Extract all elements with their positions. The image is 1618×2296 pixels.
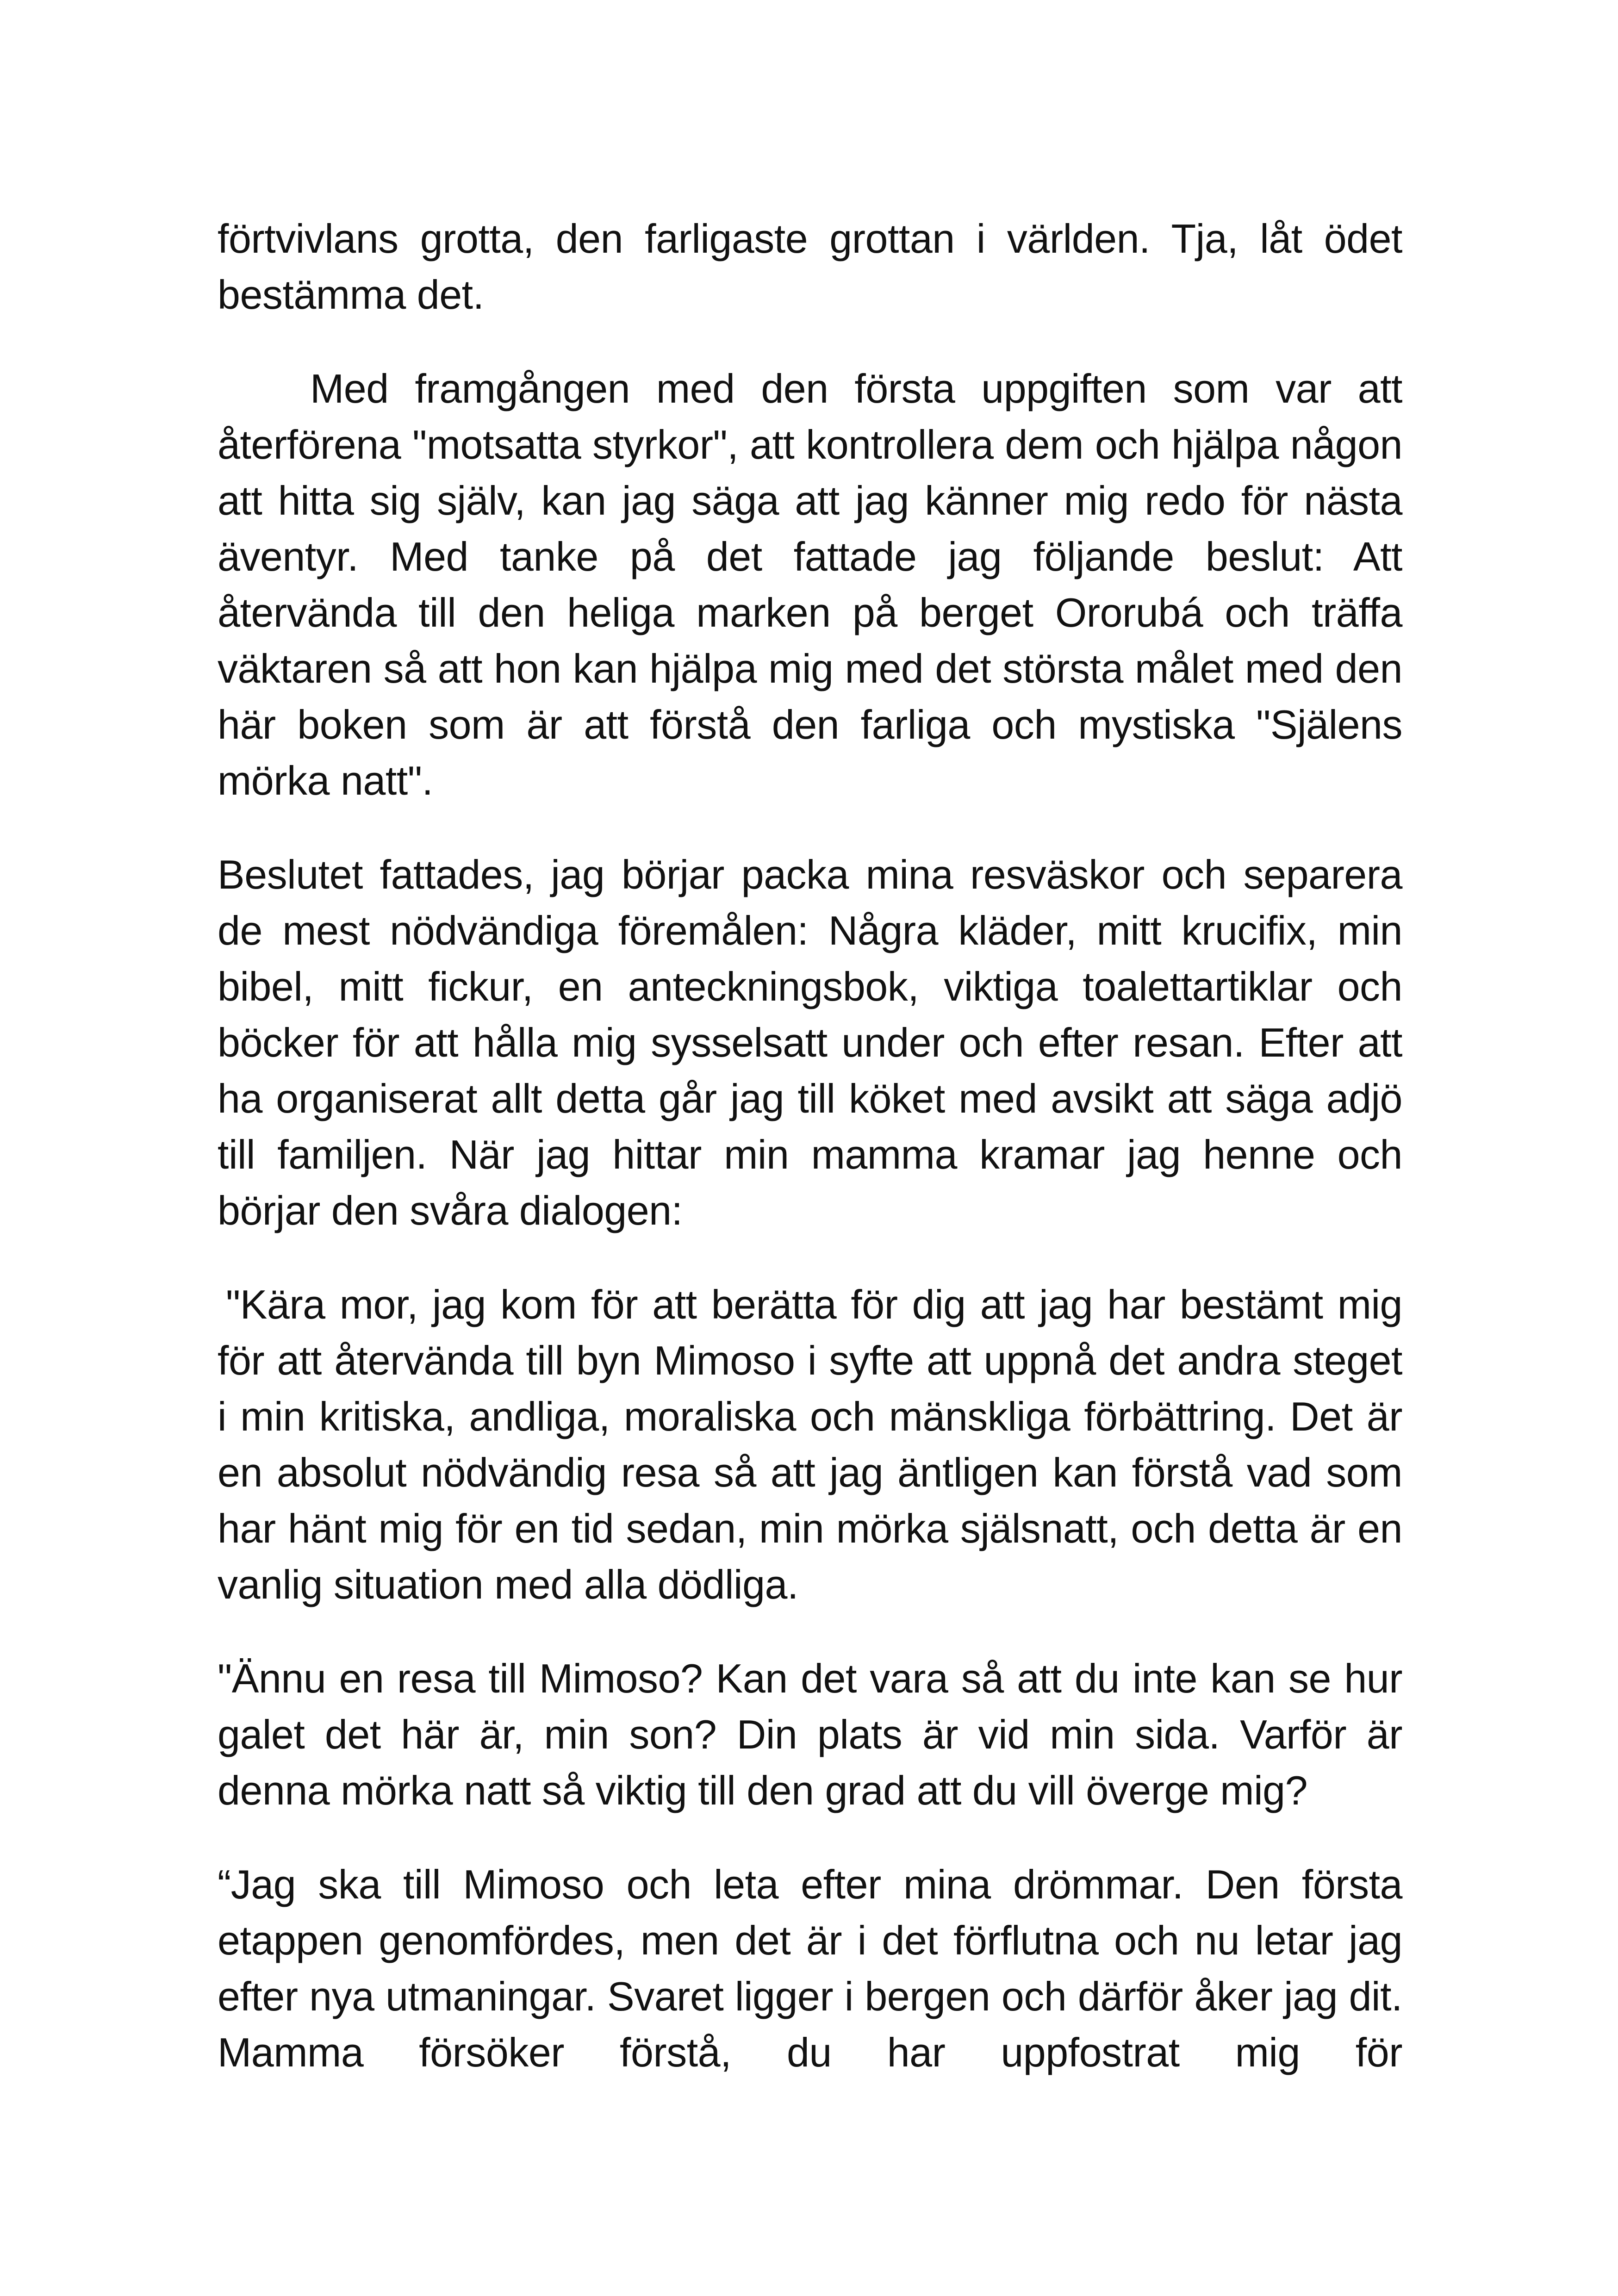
- paragraph-3: Beslutet fattades, jag börjar packa mina resväskor och separera de mest nödvändiga föremålen: Några kläder, mitt krucifix, min bibel, mitt fickur, en anteckningsbok, viktiga toalettartiklar och böcker för att hålla mig sysselsatt under och efter resan. Efter att ha organiserat allt detta går jag till köket med avsikt att säga adjö till familjen. När jag hittar min mamma kramar jag henne och börjar den svåra dialogen:: [218, 852, 1402, 1233]
- paragraph-6: “Jag ska till Mimoso och leta efter mina drömmar. Den första etappen genomfördes, men det är i det förflutna och nu letar jag efter nya utmaningar. Svaret ligger i bergen och därför åker jag dit. Mamma försöker förstå, du har uppfostrat mig för: [218, 1861, 1402, 2075]
- body-text: [218, 211, 1402, 2118]
- paragraph-5: "Ännu en resa till Mimoso? Kan det vara så att du inte kan se hur galet det här är, min son? Din plats är vid min sida. Varför är denna mörka natt så viktig till den grad att du vill överge mig?: [218, 1655, 1402, 1813]
- paragraph-4: "Kära mor, jag kom för att berätta för dig att jag har bestämt mig för att återvända till byn Mimoso i syfte att uppnå det andra steget i min kritiska, andliga, moraliska och mänskliga förbättring. Det är en absolut nödvändig resa så att jag äntligen kan förstå vad som har hänt mig för en tid sedan, min mörka själsnatt, och detta är en vanlig situation med alla dödliga.: [218, 1282, 1402, 1607]
- paragraph-2: Med framgången med den första uppgiften som var att återförena "motsatta styrkor", att kontrollera dem och hjälpa någon att hitta sig själv, kan jag säga att jag känner mig redo för nästa äventyr. Med tanke på det fattade jag följande beslut: Att återvända till den heliga marken på berget Ororubá och träffa väktaren så att hon kan hjälpa mig med det största målet med den här boken som är att förstå den farliga och mystiska "Själens mörka natt".: [218, 366, 1402, 803]
- paragraph-1: förtvivlans grotta, den farligaste grottan i världen. Tja, låt ödet bestämma det.: [218, 216, 1402, 317]
